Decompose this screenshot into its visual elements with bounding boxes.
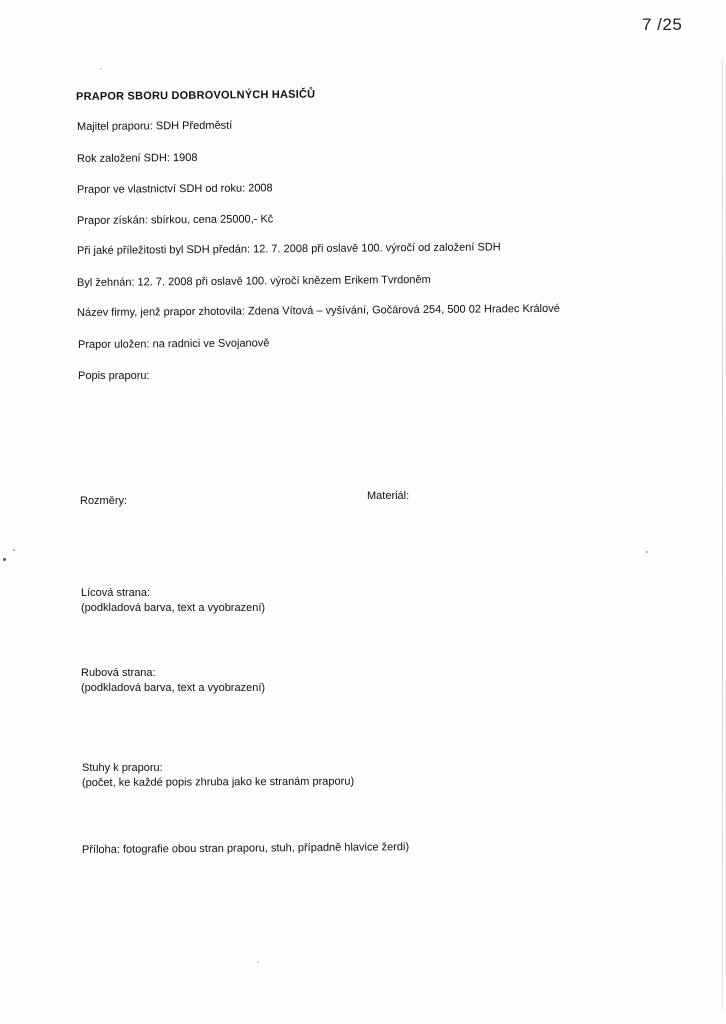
scan-speck bbox=[3, 558, 6, 561]
back-side-note: (podkladová barva, text a vyobrazení) bbox=[81, 682, 266, 694]
dimensions-field: Rozměry: bbox=[80, 495, 128, 507]
scan-speck bbox=[100, 68, 102, 70]
ribbons-note: (počet, ke každé popis zhruba jako ke stranám praporu) bbox=[81, 775, 355, 789]
owned-since-field: Prapor ve vlastnictví SDH od roku: 2008 bbox=[76, 182, 273, 196]
maker-field: Název firmy, jenž prapor zhotovila: Zdena Vítová – vyšívání, Gočárová 254, 500 02 Hradec Králové bbox=[76, 302, 560, 319]
owner-field: Majitel praporu: SDH Předměstí bbox=[76, 119, 233, 133]
attachment-field: Příloha: fotografie obou stran praporu, stuh, případně hlavice žerdi) bbox=[81, 841, 410, 856]
scan-speck bbox=[257, 961, 259, 963]
front-side-label: Lícová strana: bbox=[81, 587, 151, 599]
material-field: Materiál: bbox=[367, 490, 410, 502]
form-heading: PRAPOR SBORU DOBROVOLNÝCH HASIČŮ bbox=[75, 88, 316, 103]
scan-speck bbox=[13, 549, 15, 551]
ribbons-label: Stuhy k praporu: bbox=[82, 762, 163, 774]
scan-speck bbox=[646, 551, 648, 553]
page-edge bbox=[722, 60, 723, 1010]
front-side-note: (podkladová barva, text a vyobrazení) bbox=[81, 602, 266, 614]
page-number: 7 /25 bbox=[642, 15, 683, 34]
acquired-field: Prapor získán: sbírkou, cena 25000,- Kč bbox=[76, 213, 274, 227]
stored-field: Prapor uložen: na radnici ve Svojanově bbox=[77, 337, 270, 351]
back-side-label: Rubová strana: bbox=[81, 667, 156, 679]
blessed-field: Byl žehnán: 12. 7. 2008 při oslavě 100. výročí knězem Erikem Tvrdoněm bbox=[76, 273, 431, 289]
founded-field: Rok založení SDH: 1908 bbox=[76, 151, 198, 165]
occasion-field: Při jaké příležitosti byl SDH předán: 12. 7. 2008 při oslavě 100. výročí od založení SDH bbox=[76, 241, 501, 257]
description-field: Popis praporu: bbox=[78, 370, 150, 382]
